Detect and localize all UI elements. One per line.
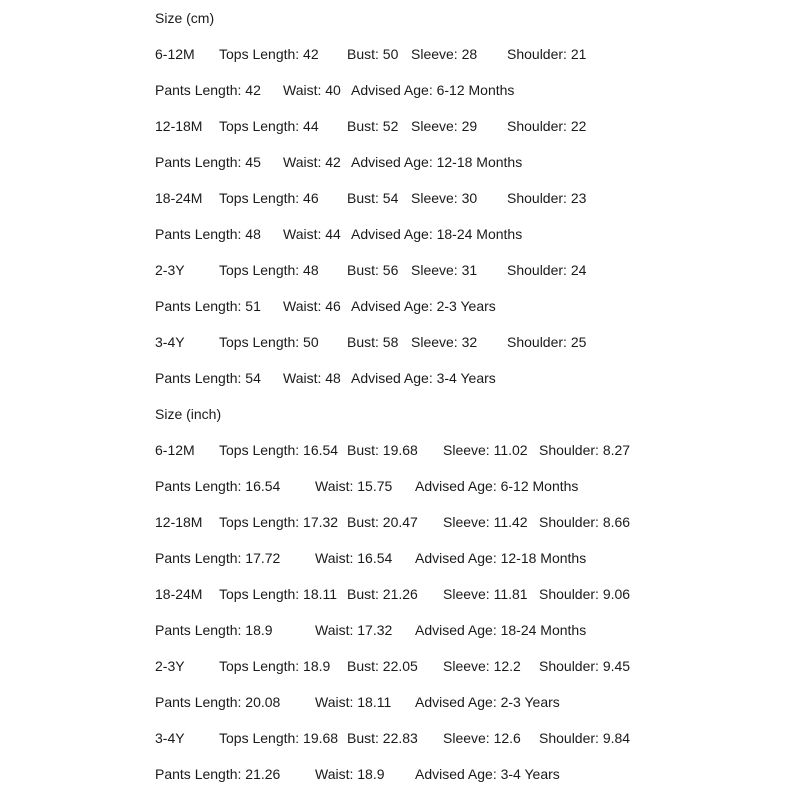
size-label: 6-12M [155, 442, 195, 458]
sleeve: Sleeve: 12.6 [443, 730, 521, 746]
tops-length: Tops Length: 42 [219, 46, 319, 62]
waist: Waist: 15.75 [315, 478, 393, 494]
waist: Waist: 46 [283, 298, 341, 314]
sleeve: Sleeve: 30 [411, 190, 478, 206]
bust: Bust: 54 [347, 190, 399, 206]
advised-age: Advised Age: 3-4 Years [415, 766, 560, 782]
bust: Bust: 19.68 [347, 442, 418, 458]
bust: Bust: 50 [347, 46, 399, 62]
bust: Bust: 22.83 [347, 730, 418, 746]
section-heading: Size (inch) [155, 406, 222, 422]
sleeve: Sleeve: 11.02 [443, 442, 528, 458]
waist: Waist: 16.54 [315, 550, 393, 566]
waist: Waist: 40 [283, 82, 341, 98]
advised-age: Advised Age: 6-12 Months [415, 478, 579, 494]
waist: Waist: 18.9 [315, 766, 385, 782]
advised-age: Advised Age: 12-18 Months [351, 154, 523, 170]
waist: Waist: 17.32 [315, 622, 393, 638]
size-label: 3-4Y [155, 334, 185, 350]
advised-age: Advised Age: 18-24 Months [415, 622, 587, 638]
bust: Bust: 58 [347, 334, 399, 350]
pants-length: Pants Length: 48 [155, 226, 261, 242]
sleeve: Sleeve: 11.81 [443, 586, 528, 602]
pants-length: Pants Length: 54 [155, 370, 261, 386]
pants-length: Pants Length: 45 [155, 154, 261, 170]
tops-length: Tops Length: 18.11 [219, 586, 338, 602]
shoulder: Shoulder: 22 [507, 118, 587, 134]
tops-length: Tops Length: 46 [219, 190, 319, 206]
size-label: 2-3Y [155, 658, 185, 674]
bust: Bust: 56 [347, 262, 399, 278]
bust: Bust: 52 [347, 118, 399, 134]
section-heading: Size (cm) [155, 10, 215, 26]
pants-length: Pants Length: 42 [155, 82, 261, 98]
pants-length: Pants Length: 20.08 [155, 694, 281, 710]
tops-length: Tops Length: 18.9 [219, 658, 331, 674]
pants-length: Pants Length: 51 [155, 298, 261, 314]
sleeve: Sleeve: 28 [411, 46, 478, 62]
sleeve: Sleeve: 31 [411, 262, 478, 278]
advised-age: Advised Age: 18-24 Months [351, 226, 523, 242]
shoulder: Shoulder: 23 [507, 190, 587, 206]
advised-age: Advised Age: 3-4 Years [351, 370, 496, 386]
tops-length: Tops Length: 17.32 [219, 514, 339, 530]
pants-length: Pants Length: 18.9 [155, 622, 273, 638]
shoulder: Shoulder: 9.06 [539, 586, 631, 602]
size-label: 12-18M [155, 118, 203, 134]
shoulder: Shoulder: 9.84 [539, 730, 631, 746]
shoulder: Shoulder: 8.27 [539, 442, 631, 458]
advised-age: Advised Age: 12-18 Months [415, 550, 587, 566]
shoulder: Shoulder: 8.66 [539, 514, 631, 530]
waist: Waist: 18.11 [315, 694, 392, 710]
bust: Bust: 20.47 [347, 514, 418, 530]
waist: Waist: 48 [283, 370, 341, 386]
sleeve: Sleeve: 32 [411, 334, 478, 350]
size-label: 12-18M [155, 514, 203, 530]
bust: Bust: 21.26 [347, 586, 418, 602]
shoulder: Shoulder: 9.45 [539, 658, 631, 674]
sleeve: Sleeve: 29 [411, 118, 478, 134]
sleeve: Sleeve: 12.2 [443, 658, 521, 674]
size-label: 6-12M [155, 46, 195, 62]
shoulder: Shoulder: 25 [507, 334, 587, 350]
shoulder: Shoulder: 21 [507, 46, 587, 62]
advised-age: Advised Age: 6-12 Months [351, 82, 515, 98]
bust: Bust: 22.05 [347, 658, 418, 674]
size-label: 3-4Y [155, 730, 185, 746]
tops-length: Tops Length: 44 [219, 118, 319, 134]
advised-age: Advised Age: 2-3 Years [351, 298, 496, 314]
sleeve: Sleeve: 11.42 [443, 514, 528, 530]
pants-length: Pants Length: 17.72 [155, 550, 281, 566]
tops-length: Tops Length: 16.54 [219, 442, 339, 458]
tops-length: Tops Length: 19.68 [219, 730, 339, 746]
size-label: 18-24M [155, 586, 203, 602]
advised-age: Advised Age: 2-3 Years [415, 694, 560, 710]
pants-length: Pants Length: 16.54 [155, 478, 281, 494]
size-label: 18-24M [155, 190, 203, 206]
shoulder: Shoulder: 24 [507, 262, 587, 278]
waist: Waist: 44 [283, 226, 341, 242]
waist: Waist: 42 [283, 154, 341, 170]
tops-length: Tops Length: 48 [219, 262, 319, 278]
tops-length: Tops Length: 50 [219, 334, 319, 350]
size-label: 2-3Y [155, 262, 185, 278]
pants-length: Pants Length: 21.26 [155, 766, 281, 782]
